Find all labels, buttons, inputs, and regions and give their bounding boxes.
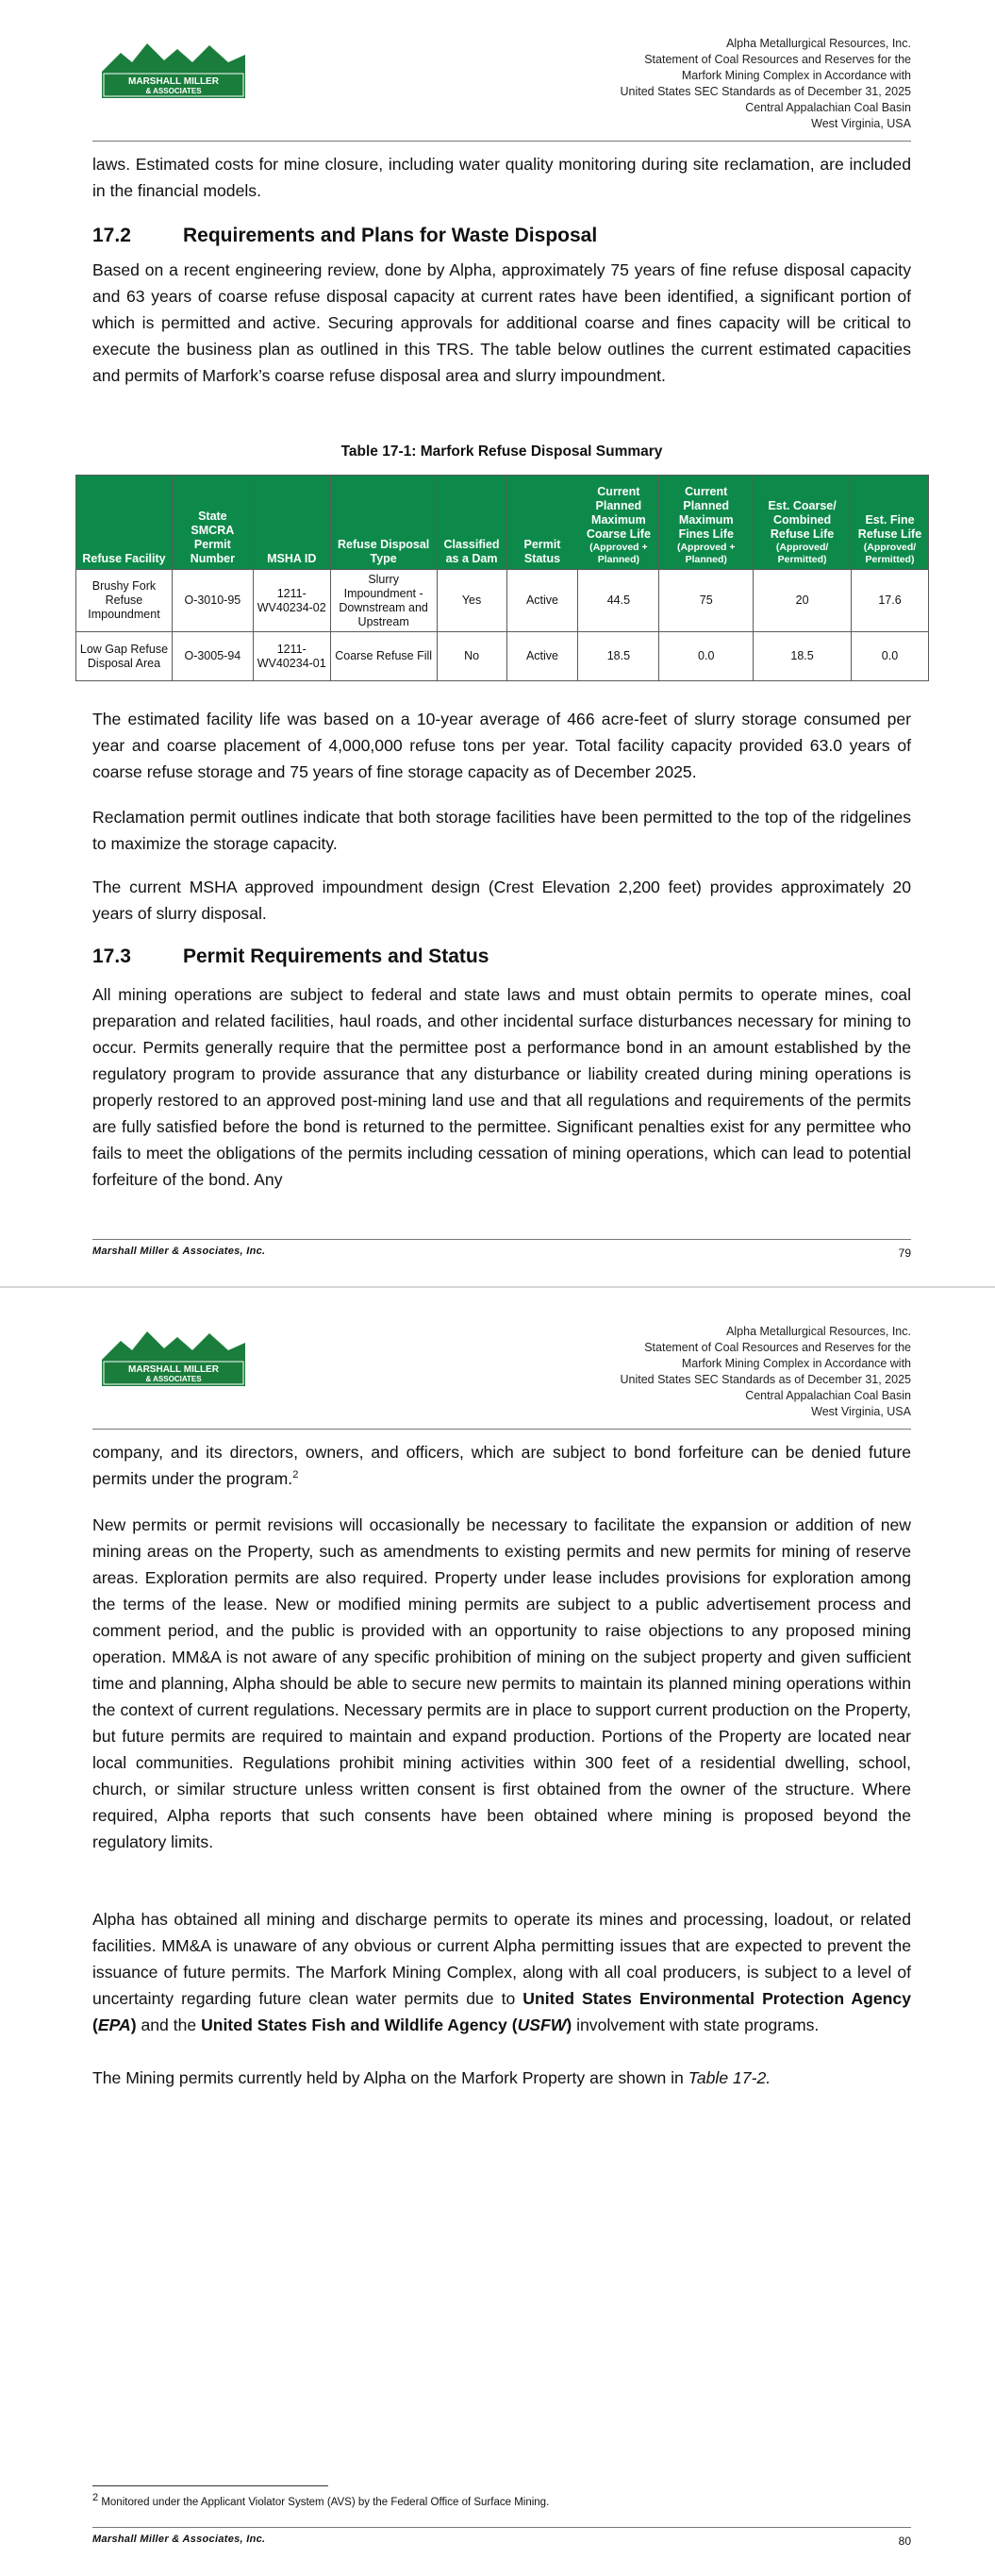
col-header: State SMCRA Permit Number [172,476,253,570]
permit-requirements-paragraph: All mining operations are subject to federal and state laws and must obtain permits to operate mines, coal preparation and related facilities, haul roads, and other incidental surface disturbances necessary for mining to occur. Permits generally require that the permittee post a performance bond in an amount established by the regulatory program to provide assurance that any disturbance or liability created during mining operations is properly restored to an approved post-mining land use and that all regulations and requirements of the permits are fully satisfied before the bond is returned to the permittee. Significant penalties exist for any permittee who fails to meet the obligations of the permits including cessation of mining operations, which can lead to potential forfeiture of the bond. Any [92,985,911,1189]
header-line: Marfork Mining Complex in Accordance with [681,69,911,82]
table-17-2-link[interactable]: Table 17-2. [688,2068,771,2087]
col-header: Est. Coarse/ Combined Refuse Life (Approved/ Permitted) [754,476,852,570]
page-header [92,1311,911,1430]
col-header: Current Planned Maximum Fines Life (Approved + Planned) [659,476,754,570]
usfw-name: United States Fish and Wildlife Agency [201,2016,507,2034]
footnote-ref[interactable]: 2 [292,1469,299,1481]
header-line: United States SEC Standards as of December 31, 2025 [620,85,911,98]
facility-life-paragraph: The estimated facility life was based on a 10-year average of 466 acre-feet of slurry storage consumed per year and coarse placement of 4,000,000 refuse tons per year. Total facility capacity provided 63.0 years of coarse refuse storage and 75 years of fine storage capacity as of December 2025. [92,710,911,781]
refuse-disposal-table [75,475,929,681]
header-line: Statement of Coal Resources and Reserves for the [644,1341,911,1354]
svg-text:MARSHALL MILLER: MARSHALL MILLER [128,1364,219,1375]
col-header: Refuse Facility [76,476,173,570]
table-header-row [76,476,929,570]
header-line: Central Appalachian Coal Basin [745,101,911,114]
col-header: MSHA ID [253,476,330,570]
epa-abbr: EPA [97,2016,131,2034]
header-line: Central Appalachian Coal Basin [745,1389,911,1402]
alpha-permits-paragraph: Alpha has obtained all mining and discharge permits to operate its mines and processing, loadout, or related facilities. MM&A is unaware of any obvious or current Alpha permitting issues that are expected to prevent the issuance of future permits. The Marfork Mining Complex, along with all coal producers, is subject to a level of uncertainty regarding future clean water permits due to United States Environmental Protection Agency (EPA) and the United States Fish and Wildlife Agency (USFW) involvement with state programs. [92,1910,911,2034]
msha-paragraph: The current MSHA approved impoundment design (Crest Elevation 2,200 feet) provides approximately 20 years of slurry disposal. [92,878,911,923]
mma-logo [98,34,249,102]
header-line: Alpha Metallurgical Resources, Inc. [726,37,911,50]
page-header [92,23,911,142]
continuation-paragraph: company, and its directors, owners, and officers, which are subject to bond forfeiture can be denied future permits under the program.$^2$ [92,1443,911,1488]
header-line: West Virginia, USA [811,117,911,130]
epa-name: United States Environmental Protection Agency [522,1989,911,2008]
section-heading-17-2: 17.2 Requirements and Plans for Waste Disposal [92,225,598,246]
table-row: Low Gap Refuse Disposal Area O-3005-94 1211-WV40234-01 Coarse Refuse Fill No Active 18.5 0.0 18.5 0.0 [76,632,929,681]
header-line: United States SEC Standards as of December 31, 2025 [620,1373,911,1386]
footer-firm: Marshall Miller & Associates, Inc. [92,1246,266,1257]
logo-text: MARSHALL MILLER [128,76,219,87]
header-line: Alpha Metallurgical Resources, Inc. [726,1325,911,1338]
header-line: West Virginia, USA [811,1405,911,1418]
footnote-rule [92,2485,328,2486]
svg-text:& ASSOCIATES: & ASSOCIATES [145,87,202,95]
header-line: Marfork Mining Complex in Accordance with [681,1357,911,1370]
col-header: Refuse Disposal Type [330,476,437,570]
col-header: Est. Fine Refuse Life (Approved/ Permitted) [852,476,929,570]
waste-disposal-paragraph: Based on a recent engineering review, done by Alpha, approximately 75 years of fine refuse disposal capacity and 63 years of coarse refuse disposal capacity at current rates have been identified, a significant portion of which is permitted and active. Securing approvals for additional coarse and fines capacity will be critical to execute the business plan as outlined in this TRS. The table below outlines the current estimated capacities and permits of Marfork’s coarse refuse disposal area and slurry impoundment. [92,260,911,385]
col-header: Permit Status [506,476,578,570]
usfw-abbr: USFW [517,2016,567,2034]
intro-paragraph: laws. Estimated costs for mine closure, including water quality monitoring during site reclamation, are included in the financial models. [92,155,911,200]
header-text [620,36,911,132]
page-footer [92,2527,911,2551]
col-header: Current Planned Maximum Coarse Life (Approved + Planned) [578,476,659,570]
table-row: Brushy Fork Refuse Impoundment O-3010-95 1211-WV40234-02 Slurry Impoundment - Downstream and Upstream Yes Active 44.5 75 20 17.6 [76,570,929,632]
table-reference-paragraph: The Mining permits currently held by Alpha on the Marfork Property are shown in Table 17-2. [92,2068,771,2087]
page-80 [0,1288,995,2576]
header-text [620,1324,911,1420]
table-title: Table 17-1: Marfork Refuse Disposal Summary [340,443,663,460]
new-permits-paragraph: New permits or permit revisions will occasionally be necessary to facilitate the expansion or addition of new mining areas on the Property, such as amendments to existing permits and new permits for mining of reserve areas. Exploration permits are also required. Property under lease includes provisions for exploration among the terms of the lease. New or modified mining permits are subject to a public advertisement process and comment period, and the public is provided with an opportunity to raise objections to any proposed mining operation. MM&A is not aware of any specific prohibition of mining on the subject property and given sufficient time and planning, Alpha should be able to secure new permits to maintain its planned mining operations within the context of current regulations. Necessary permits are in place to support current production on the Property, but future permits are required to maintain and expand production. Portions of the Property are located near local communities. Regulations prohibit mining activities within 300 feet of a residential dwelling, school, church, or similar structure unless written consent is first obtained from the owner of the structure. Where required, Alpha reports that such consents have been obtained where mining is proposed beyond the regulatory limits. [92,1515,911,1851]
page-footer [92,1239,911,1263]
footer-firm: Marshall Miller & Associates, Inc. [92,2534,266,2545]
svg-text:& ASSOCIATES: & ASSOCIATES [145,1375,202,1383]
page-number: 79 [898,1246,911,1260]
col-header: Classified as a Dam [437,476,506,570]
mma-logo [98,1322,249,1390]
footnote: $^2$ Monitored under the Applicant Violator System (AVS) by the Federal Office of Surface Mining. [92,2492,550,2508]
section-heading-17-3: 17.3 Permit Requirements and Status [92,945,489,967]
reclamation-paragraph: Reclamation permit outlines indicate that both storage facilities have been permitted to the top of the ridgelines to maximize the storage capacity. [92,808,911,853]
page-number: 80 [898,2534,911,2548]
header-line: Statement of Coal Resources and Reserves for the [644,53,911,66]
